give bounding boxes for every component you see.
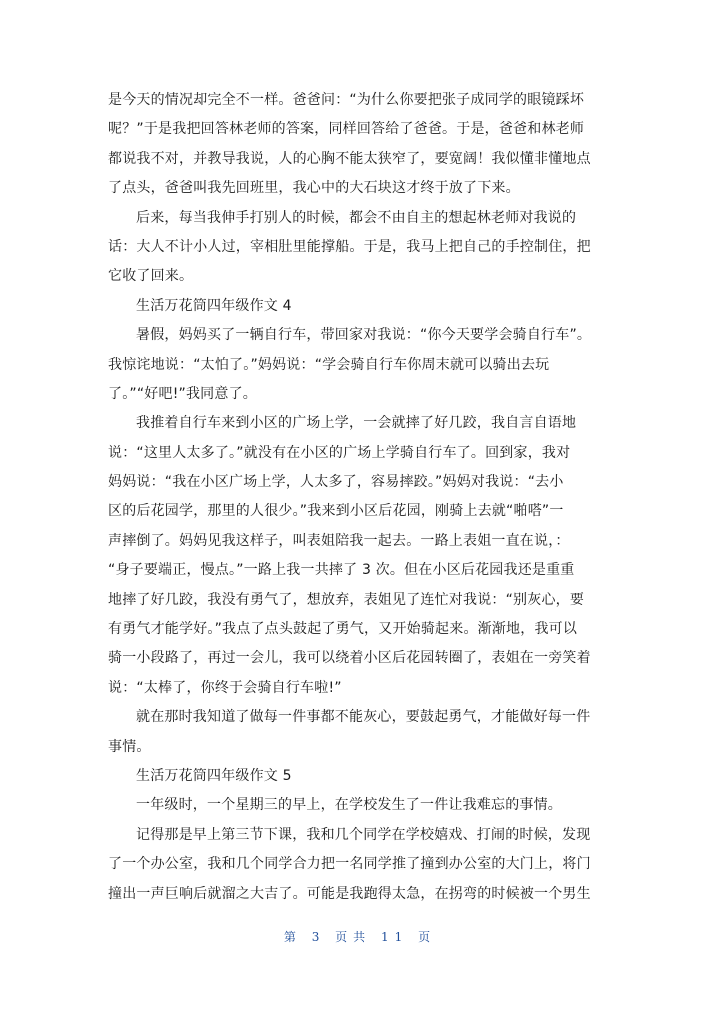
paragraph-first-line: 记得那是早上第三节下课，我和几个同学在学校嬉戏、打闹的时候，发现	[136, 826, 591, 843]
text-line: 区的后花园学，那里的人很少。”我来到小区后花园，刚骑上去就“啪嗒”一	[108, 503, 564, 520]
text-line: 事情。	[108, 738, 151, 755]
page-body	[108, 86, 612, 909]
text-line: 撞出一声巨响后就溜之大吉了。可能是我跑得太急，在拐弯的时候被一个男生	[108, 885, 591, 902]
paragraph-first-line: 我推着自行车来到小区的广场上学，一会就摔了好几跤，我自言自语地	[136, 415, 577, 432]
text-line: 了一个办公室，我和几个同学合力把一名同学推了撞到办公室的大门上，将门	[108, 856, 591, 873]
text-line: 是今天的情况却完全不一样。爸爸问：“为什么你要把张子成同学的眼镜踩坏	[108, 92, 585, 108]
paragraph-first-line: 暑假，妈妈买了一辆自行车，带回家对我说：“你今天要学会骑自行车”。	[136, 327, 592, 344]
text-line: “身子要端正，慢点。”一路上我一共摔了 3 次。但在小区后花园我还是重重	[108, 562, 575, 579]
text-line: 有勇气才能学好。”我点了点头鼓起了勇气，又开始骑起来。渐渐地，我可以	[108, 621, 578, 638]
text-line: 呢？”于是我把回答林老师的答案，同样回答给了爸爸。于是，爸爸和林老师	[108, 121, 585, 138]
text-line: 我惊诧地说：“太怕了。”妈妈说：“学会骑自行车你周末就可以骑出去玩	[108, 356, 550, 373]
text-line: 说：“太棒了，你终于会骑自行车啦!”	[108, 679, 342, 696]
paragraph-first-line: 一年级时，一个星期三的早上，在学校发生了一件让我难忘的事情。	[136, 797, 562, 814]
text-line: 都说我不对，并教导我说，人的心胸不能太狭窄了，要宽阔！我似懂非懂地点	[108, 150, 591, 167]
text-line: 地摔了好几跤，我没有勇气了，想放弃，表姐见了连忙对我说：“别灰心，要	[108, 591, 585, 608]
text-line: 妈妈说：“我在小区广场上学，人太多了，容易摔跤。”妈妈对我说：“去小	[108, 474, 564, 491]
text-line: 话：大人不计小人过，宰相肚里能撑船。于是，我马上把自己的手控制住，把	[108, 238, 591, 255]
text-line: 声摔倒了。妈妈见我这样子，叫表姐陪我一起去。一路上表姐一直在说，：	[108, 532, 570, 549]
section-heading: 生活万花筒四年级作文 5	[136, 767, 292, 784]
page-number-footer: 第 3 页共 11 页	[283, 930, 437, 944]
section-heading: 生活万花筒四年级作文 4	[136, 297, 292, 314]
text-line: 了。”“好吧!”我同意了。	[108, 385, 257, 402]
text-line: 骑一小段路了，再过一会儿，我可以绕着小区后花园转圈了，表姐在一旁笑着	[108, 650, 591, 667]
text-line: 了点头，爸爸叫我先回班里，我心中的大石块这才终于放了下来。	[108, 180, 520, 197]
paragraph-first-line: 后来，每当我伸手打别人的时候，都会不由自主的想起林老师对我说的	[136, 209, 577, 226]
text-line: 它收了回来。	[108, 268, 194, 285]
paragraph-first-line: 就在那时我知道了做每一件事都不能灰心，要鼓起勇气，才能做好每一件	[136, 709, 591, 726]
text-line: 说：“这里人太多了。”就没有在小区的广场上学骑自行车了。回到家，我对	[108, 444, 571, 461]
